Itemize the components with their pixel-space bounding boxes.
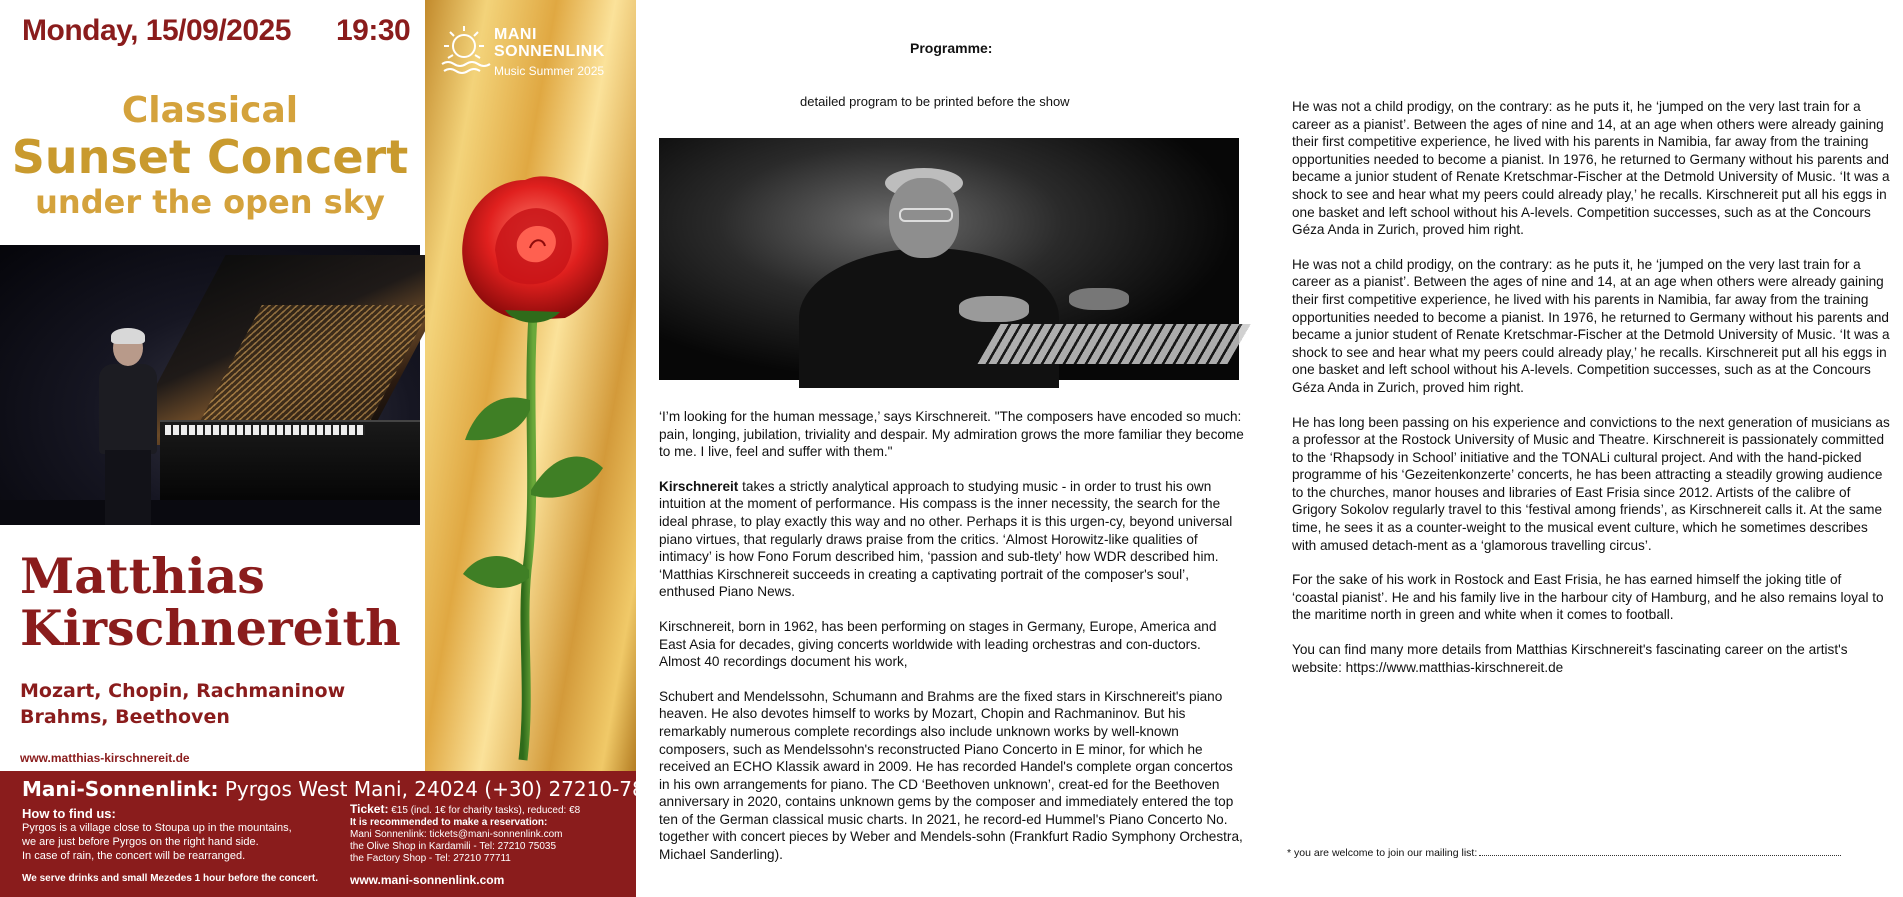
logo-line-2: SONNENLINK — [494, 43, 605, 60]
bio-paragraph: For the sake of his work in Rostock and East Frisia, he has earned himself the joking title of ‘coastal pianist’. He and his family live in the harbour city of Hamburg, and he also remains loyal to the maritime north in green and white when it comes to football. — [1292, 572, 1884, 623]
poster-footer — [0, 771, 683, 897]
ticket-price: €15 (incl. 1€ for charity tasks), reduced: €8 — [388, 805, 581, 816]
composers-line-2: Brahms, Beethoven — [20, 706, 230, 728]
ticket-title: Ticket: — [350, 802, 389, 816]
logo-line-1: MANI — [494, 26, 537, 43]
bio-artist-bold: Kirschnereit — [659, 478, 739, 494]
programme-label: Programme: — [910, 40, 993, 56]
bio-paragraph: He was not a child prodigy, on the contrary: as he puts it, he ‘jumped on the very last train for a career as a pianist’. Between the ages of nine and 14, at an age when others were already gaining their first competitive experience, he lived with his parents in Namibia, far away from the training opportunities needed to become a pianist. In 1976, he returned to Germany without his parents and became a junior student of Renate Kretschmar-Fischer at the Detmold University of Music. ‘It was a shock to see and hear what my peers could already play,’ he recalls. Kirschnereit put all his eggs in one basket and left school without his A-levels. Competition successes, such as at the Concours Géza Anda in Zurich, proved him right. — [1292, 256, 1890, 395]
bio-paragraph: Kirschnereit, born in 1962, has been performing on stages in Germany, Europe, America and East Asia for decades, giving concerts worldwide with leading orchestras and con-ductors. Almost 40 recordings document his work, — [659, 618, 1217, 670]
bio-paragraph: You can find many more details from Matthias Kirschnereit's fascinating career on the artist's website: https://www.matthias-kirschnereit.de — [1292, 642, 1848, 675]
concert-title — [0, 90, 420, 222]
logo-subtitle: Music Summer 2025 — [494, 64, 605, 78]
artist-photo — [0, 245, 420, 525]
bio-paragraph: He was not a child prodigy, on the contrary: as he puts it, he ‘jumped on the very last train for a career as a pianist’. Between the ages of nine and 14, at an age when others were already gaining their first competitive experience, he lived with his parents in Namibia, far away from the training opportunities needed to become a pianist. In 1976, he returned to Germany without his parents and became a junior student of Renate Kretschmar-Fischer at the Detmold University of Music. ‘It was a shock to see and hear what my peers could already play,’ he recalls. Kirschnereit put all his eggs in one basket and left school without his A-levels. Competition successes, such as at the Concours Géza Anda in Zurich, proved him right. — [1292, 99, 1890, 238]
reservation-factory-shop: the Factory Shop - Tel: 27210 77711 — [350, 853, 511, 864]
artist-last-name: Kirschnereith — [20, 599, 401, 657]
bio-paragraph-text: takes a strictly analytical approach to studying music - in order to trust his own intuition at the moment of performance. His compass is the inner necessity, the search for the ideal phrase, to play exactly this way and no other. Perhaps it is this urgen-cy, beyond universal piano virtues, that regularly draws praise from the critics. ‘Almost Horowitz-like qualities of intimacy’ is how Fono Forum described him, ‘passion and sub-tlety’ how WDR described him. ‘Matthias Kirschnereit succeeds in creating a captivating portrait of the composer's soul’, enthused Piano News. — [659, 478, 1233, 600]
bio-paragraph: ‘I’m looking for the human message,’ says Kirschnereit. "The composers have encoded so much: pain, longing, jubilation, triviality and despair. My admiration grows the more familiar they become to me. I live, feel and suffer with them." — [659, 409, 1244, 460]
concert-time: 19:30 — [336, 14, 411, 47]
mailing-list-field[interactable] — [1479, 855, 1841, 856]
title-line-1: Classical — [121, 90, 299, 131]
artist-name — [20, 547, 401, 657]
biography-middle — [659, 408, 1244, 881]
venue-address: Pyrgos West Mani, 24024 (+30) 27210-78077 — [218, 777, 683, 801]
logo-text — [494, 26, 605, 60]
ticket-info — [350, 803, 630, 865]
biography-right — [1292, 98, 1890, 693]
artist-first-name: Matthias — [20, 547, 265, 605]
bio-paragraph: He has long been passing on his experience and convictions to the next generation of musicians as a professor at the Rostock University of Music and Theatre. Kirschnereit is passionately committed to the ‘Rhapsody in School’ initiative and the TONALi cultural project. And with the hand-picked programme of his ‘Gezeitenkonzerte’ concerts, he has been attracting a steadily growing audience to the churches, manor houses and libraries of East Frisia since 2012. Artists of the calibre of Grigory Sokolov regularly travel to this ‘festival among friends’, as Kirschnereit calls it. At the same time, he sees it as a counter-weight to the musical event culture, which he sometimes describes with amused detach-ment as a ‘glamorous travelling circus’. — [1292, 414, 1890, 553]
reservation-email[interactable]: Mani Sonnenlink: tickets@mani-sonnenlink.com — [350, 829, 563, 840]
pianist-photo — [659, 138, 1239, 380]
title-line-2: Sunset Concert — [11, 130, 409, 184]
serve-note: We serve drinks and small Mezedes 1 hour before the concert. — [22, 873, 319, 884]
artist-website-link[interactable]: www.matthias-kirschnereit.de — [20, 751, 190, 765]
venue-website-link[interactable]: www.mani-sonnenlink.com — [350, 873, 505, 887]
directions-title: How to find us: — [22, 806, 116, 821]
mailing-list — [1287, 847, 1887, 859]
reservation-note: It is recommended to make a reservation: — [350, 817, 548, 828]
composers-line-1: Mozart, Chopin, Rachmaninow — [20, 680, 346, 702]
venue-name: Mani-Sonnenlink: — [22, 777, 219, 801]
directions — [22, 807, 352, 863]
composers-list — [20, 678, 345, 730]
concert-poster — [0, 0, 683, 897]
bio-paragraph — [659, 478, 1244, 601]
mailing-list-label: * you are welcome to join our mailing list: — [1287, 847, 1478, 859]
reservation-olive-shop: the Olive Shop in Kardamili - Tel: 27210 75035 — [350, 841, 557, 852]
venue-line — [22, 777, 683, 801]
programme-detail: detailed program to be printed before the show — [800, 94, 1070, 109]
title-line-3: under the open sky — [35, 183, 385, 221]
directions-line-3: In case of rain, the concert will be rearranged. — [22, 850, 246, 862]
directions-line-1: Pyrgos is a village close to Stoupa up in the mountains, — [22, 822, 292, 834]
concert-date: Monday, 15/09/2025 — [22, 14, 291, 47]
rose-illustration — [435, 150, 635, 770]
bio-paragraph: Schubert and Mendelssohn, Schumann and Brahms are the fixed stars in Kirschnereit's piano heaven. He also devotes himself to works by Mozart, Chopin and Rachmaninov. But his remarkably numerous complete recordings also include unknown works by well-known composers, such as Mendelssohn's reconstructed Piano Concerto in E minor, for which he received an ECHO Klassik award in 2009. He has recorded Handel's complete organ concertos in his own arrangements for piano. The CD ‘Beethoven unknown’, creat-ed for the Beethoven anniversary in 2020, contains unknown gems by the composer and immediately entered the top ten of the German classical music charts. In 2021, he record-ed Hummel's Piano Concerto No. together with concert pieces by Weber and Mendels-sohn (Frankfurt Radio Symphony Orchestra, Michael Sanderling). — [659, 688, 1243, 863]
directions-line-2: we are just before Pyrgos on the right hand side. — [22, 836, 259, 848]
